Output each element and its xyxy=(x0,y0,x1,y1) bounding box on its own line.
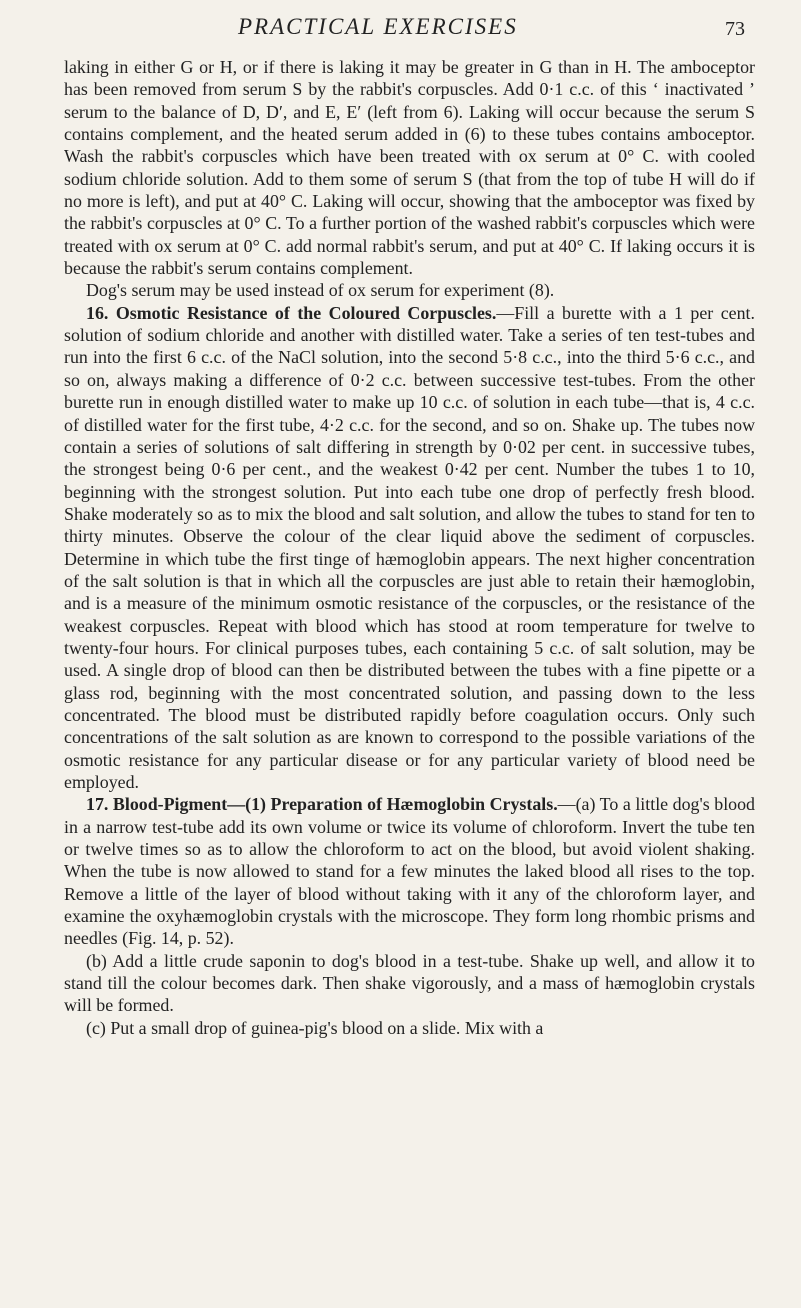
paragraph-osmotic-resistance xyxy=(64,302,755,794)
paragraph-text: (c) Put a small drop of guinea-pig's blood on a slide. Mix with a xyxy=(86,1017,544,1038)
paragraph-haemoglobin-crystals xyxy=(64,793,755,949)
paragraph-text: Dog's serum may be used instead of ox serum for experiment (8). xyxy=(86,280,555,301)
section-heading: 17. Blood-Pigment—(1) Preparation of Hæmoglobin Crystals. xyxy=(86,794,558,815)
page-number: 73 xyxy=(725,18,745,40)
paragraph-text: (b) Add a little crude saponin to dog's blood in a test-tube. Shake up well, and allow it to stand till the colour becomes dark. Then shake vigorously, and a mass of hæmoglobin crystals will be formed. xyxy=(64,950,755,1016)
paragraph-text: laking in either G or H, or if there is laking it may be greater in G than in H. The amboceptor has been removed from serum S by the rabbit's corpuscles. Add 0·1 c.c. of this ‘ inactivated ’ serum to the balance of D, D′, and E, E′ (left from 6). Laking will occur because the serum S contains complement, and the heated serum added in (6) to these tubes contains amboceptor. Wash the rabbit's corpuscles which have been treated with ox serum at 0° C. with cooled sodium chloride solution. Add to them some of serum S (that from the top of tube H will do if no more is left), and put at 40° C. Laking will occur, showing that the amboceptor was fixed by the rabbit's corpuscles at 0° C. To a further portion of the washed rabbit's corpuscles which were treated with ox serum at 0° C. add normal rabbit's serum, and put at 40° C. If laking occurs it is because the rabbit's serum contains complement. xyxy=(64,57,755,279)
paragraph-text: —Fill a burette with a 1 per cent. solution of sodium chloride and another with distilled water. Take a series of ten test-tubes and run into the first 6 c.c. of the NaCl solution, into the second 5·8 c.c., into the third 5·6 c.c., and so on, always making a difference of 0·2 c.c. between successive test-tubes. From the other burette run in enough distilled water to make up 10 c.c. of solution in each tube—that is, 4 c.c. of distilled water for the first tube, 4·2 c.c. for the second, and so on. Shake up. The tubes now contain a series of solutions of salt differing in strength by 0·02 per cent. in successive tubes, the strongest being 0·6 per cent., and the weakest 0·42 per cent. Number the tubes 1 to 10, beginning with the strongest solution. Put into each tube one drop of perfectly fresh blood. Shake moderately so as to mix the blood and salt solution, and allow the tubes to stand for ten to thirty minutes. Observe the colour of the clear liquid above the sediment of corpuscles. Determine in which tube the first tinge of hæmoglobin appears. The next higher concentration of the salt solution is that in which all the corpuscles are just able to retain their hæmoglobin, and is a measure of the minimum osmotic resistance of the corpuscles, or the resistance of the weakest corpuscles. Repeat with blood which has stood at room temperature for twelve to twenty-four hours. For clinical purposes tubes, each containing 5 c.c. of salt solution, may be used. A single drop of blood can then be distributed between the tubes with a fine pipette or a glass rod, beginning with the most concentrated solution, and passing down to the less concentrated. The blood must be distributed rapidly before coagulation occurs. Only such concentrations of the salt solution as are known to correspond to the possible variations of the osmotic resistance for any particular disease or for any particular variety of blood need be employed. xyxy=(64,302,756,792)
paragraph-dog-serum xyxy=(64,279,755,301)
paragraph-saponin xyxy=(64,950,755,1017)
running-title: PRACTICAL EXERCISES xyxy=(238,14,518,39)
paragraph-text: —(a) To a little dog's blood in a narrow test-tube add its own volume or twice its volume of chloroform. Invert the tube ten or twelve times so as to allow the chloroform to act on the blood, but avoid violent shaking. When the tube is now allowed to stand for a few minutes the laked blood all rises to the top. Remove a little of the layer of blood without taking with it any of the chloroform layer, and examine the oxyhæmoglobin crystals with the microscope. They form long rhombic prisms and needles (Fig. 14, p. 52). xyxy=(64,794,755,949)
paragraph-guinea-pig xyxy=(64,1017,755,1039)
page-header xyxy=(0,10,801,50)
paragraph-laking-continuation xyxy=(64,56,755,279)
section-heading: 16. Osmotic Resistance of the Coloured Corpuscles. xyxy=(86,302,497,323)
